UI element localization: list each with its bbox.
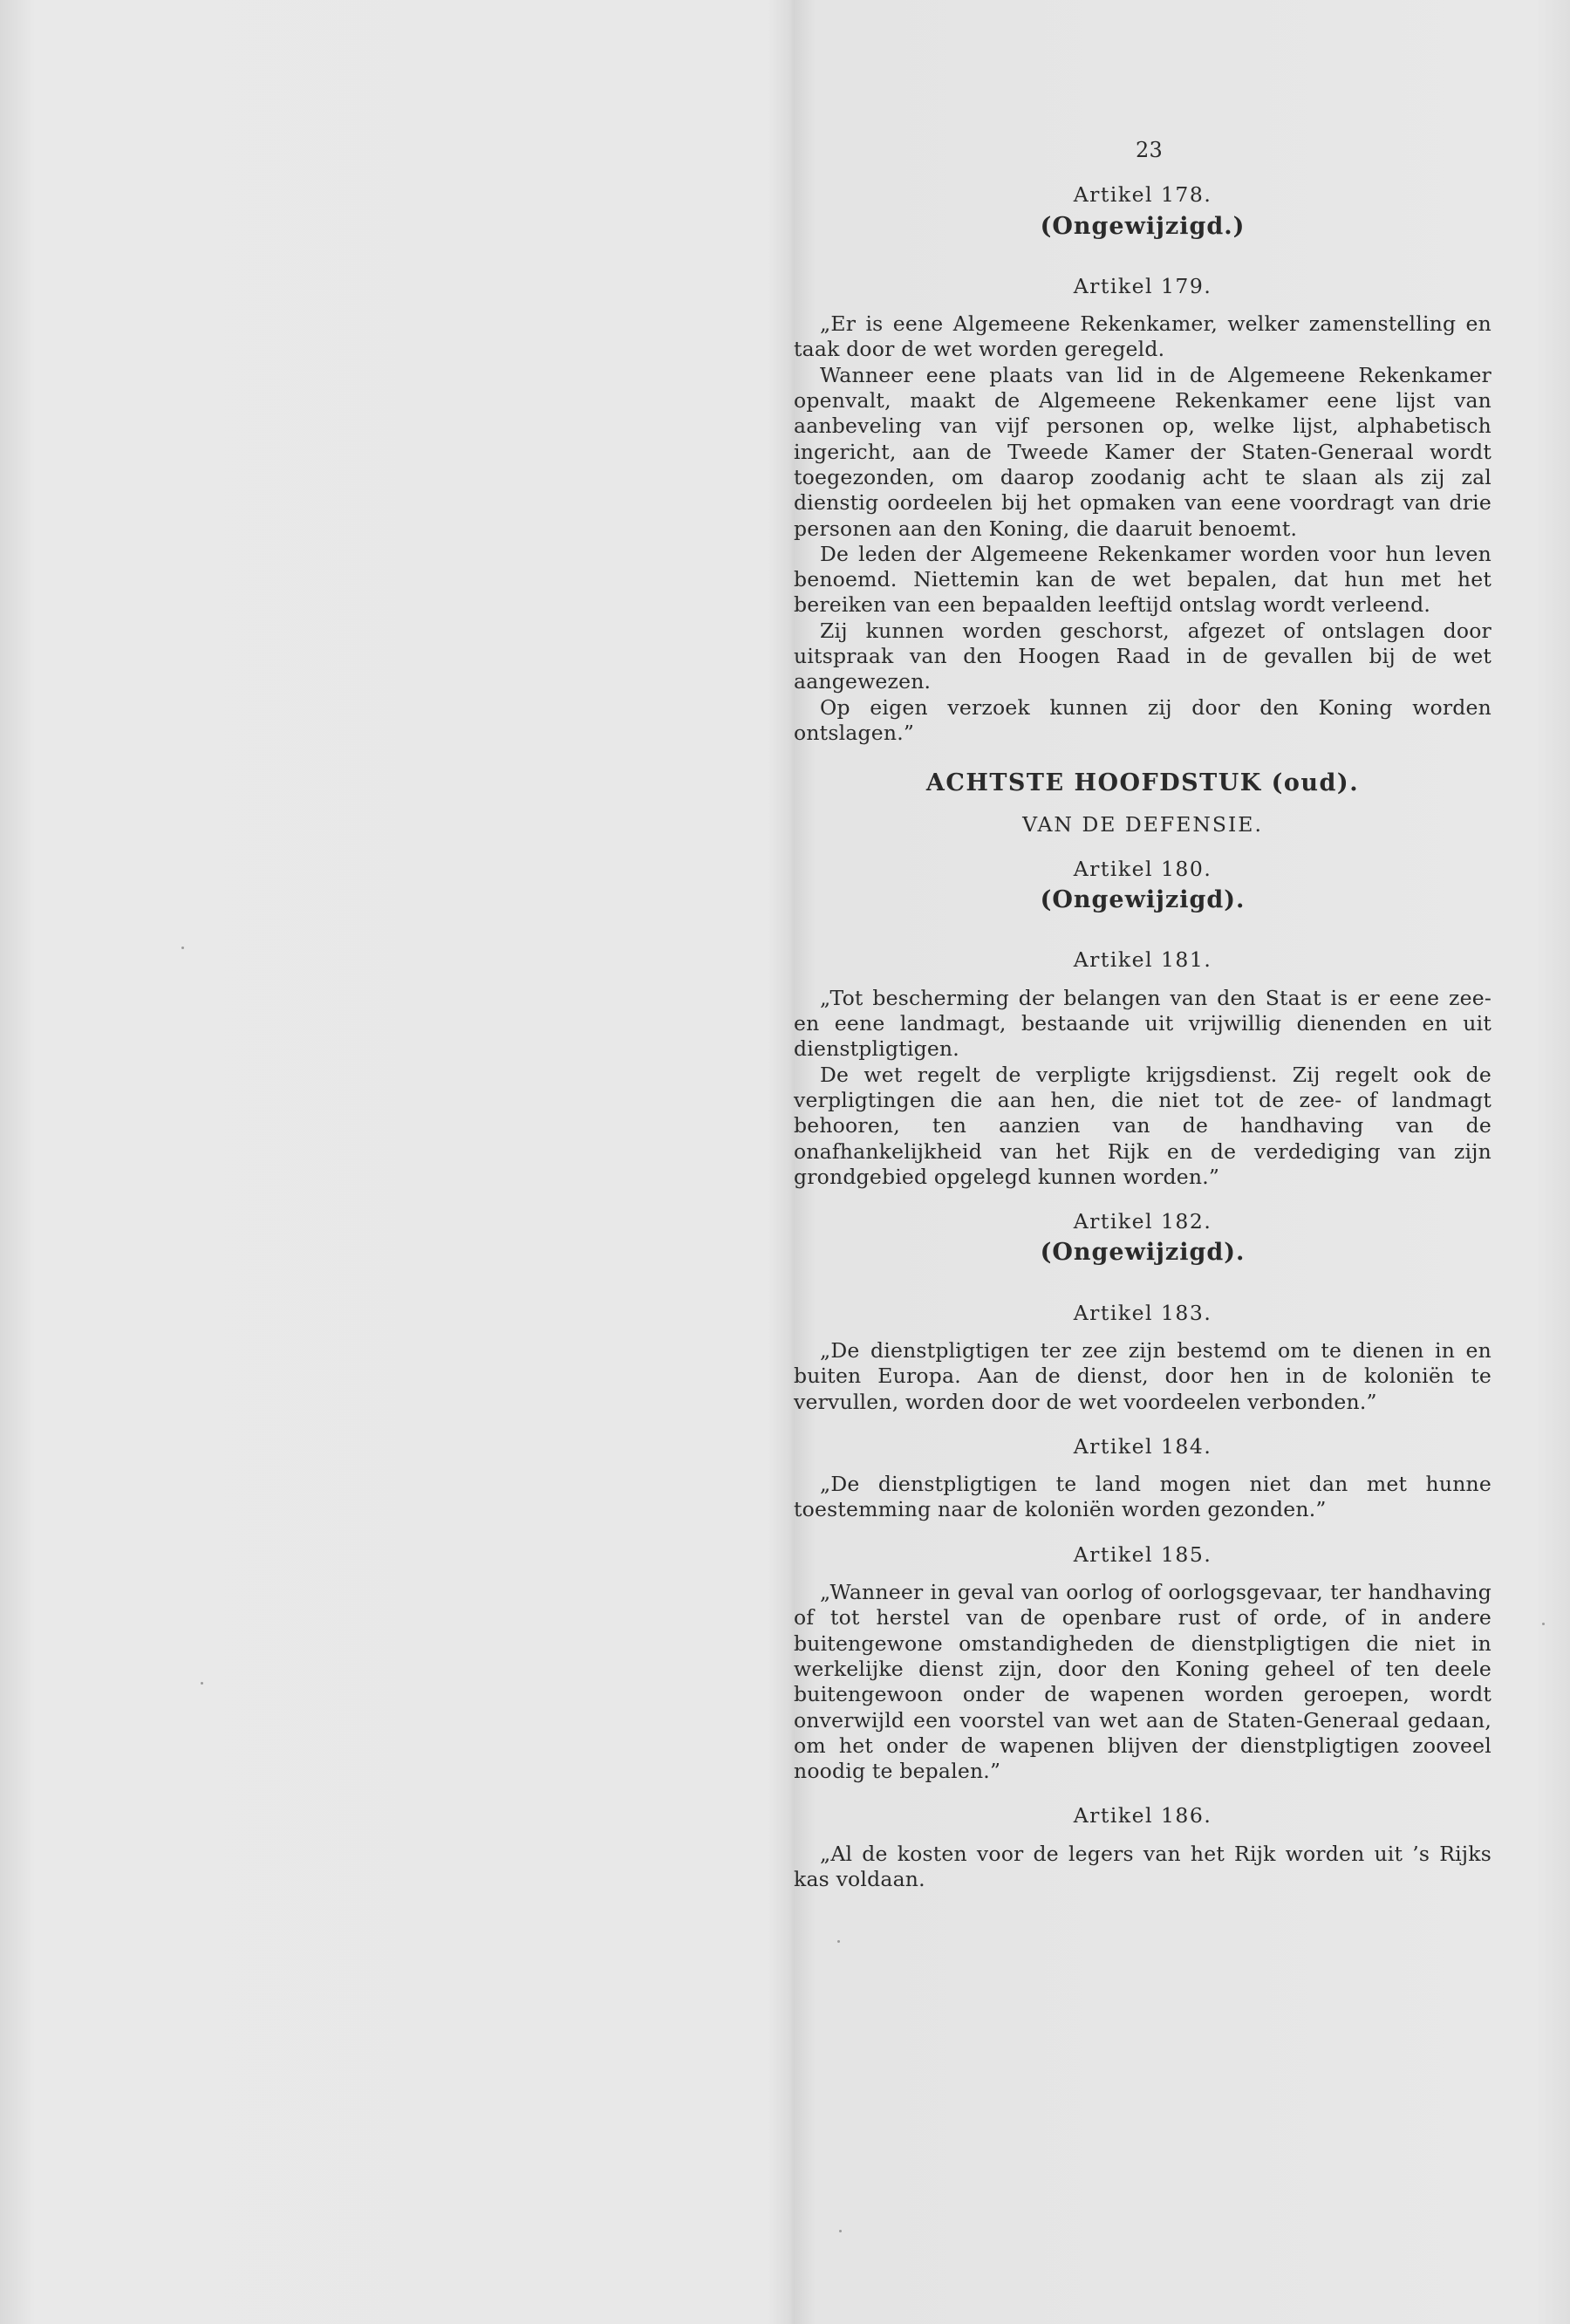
article-title: Artikel 182. — [1073, 1209, 1212, 1234]
article-paragraph: „Al de kosten voor de legers van het Rijk worden uit ’s Rijks kas voldaan. — [794, 1841, 1492, 1892]
article-181 — [794, 947, 1492, 1190]
article-title: Artikel 186. — [1073, 1803, 1212, 1828]
scan-speck — [201, 1682, 203, 1685]
article-paragraph: „Tot bescherming der belangen van den Staat is er eene zee- en eene landmagt, bestaande uit vrijwillig dienenden en uit dienstpligtigen. — [794, 985, 1492, 1062]
scan-speck — [837, 1940, 840, 1943]
article-182 — [794, 1209, 1492, 1266]
article-title: Artikel 178. — [1073, 182, 1212, 208]
article-paragraph: Zij kunnen worden geschorst, afgezet of ontslagen door uitspraak van den Hoogen Raad in de gevallen bij de wet aangewezen. — [794, 618, 1492, 694]
scan-speck — [1542, 1623, 1545, 1625]
unchanged-note: (Ongewijzigd.) — [1040, 212, 1246, 240]
unchanged-note: (Ongewijzigd). — [1040, 1239, 1246, 1267]
article-185 — [794, 1542, 1492, 1785]
article-paragraph: „Wanneer in geval van oorlog of oorlogsgevaar, ter handhaving of tot herstel van de openbare rust of orde, of in andere buitengewone omstandigheden de dienstpligtigen die niet in werkelijke dienst zijn, door den Koning geheel of ten deele buitengewoon onder de wapenen worden geroepen, wordt onverwijld een voorstel van wet aan de Staten-Generaal gedaan, om het onder de wapenen blijven der dienstpligtigen zooveel noodig te bepalen.” — [794, 1580, 1492, 1784]
article-179 — [794, 274, 1492, 746]
scan-speck — [839, 2230, 842, 2232]
article-paragraph: Op eigen verzoek kunnen zij door den Koning worden ontslagen.” — [794, 694, 1492, 745]
article-183 — [794, 1301, 1492, 1415]
article-paragraph: „Er is eene Algemeene Rekenkamer, welker zamenstelling en taak door de wet worden geregeld. — [794, 311, 1492, 362]
article-paragraph: „De dienstpligtigen ter zee zijn bestemd om te dienen in en buiten Europa. Aan de dienst, door hen in de koloniën te vervullen, worden door de wet voordeelen verbonden.” — [794, 1337, 1492, 1414]
chapter-heading — [794, 770, 1492, 837]
article-title: Artikel 179. — [1073, 273, 1212, 298]
text-column — [794, 138, 1492, 1892]
article-180 — [794, 857, 1492, 913]
chapter-title: ACHTSTE HOOFDSTUK (oud). — [925, 769, 1360, 797]
article-paragraph: De leden der Algemeene Rekenkamer worden voor hun leven benoemd. Niettemin kan de wet bepalen, dat hun met het bereiken van een bepaalden leeftijd ontslag wordt verleend. — [794, 541, 1492, 618]
page-number: 23 — [1136, 138, 1163, 162]
unchanged-note: (Ongewijzigd). — [1040, 886, 1246, 914]
article-paragraph: De wet regelt de verpligte krijgsdienst. Zij regelt ook de verpligtingen die aan hen, die niet tot de zee- of landmagt behooren, ten aanzien van de handhaving van de onafhankelijkheid van het Rijk en de verdediging van zijn grondgebied opgelegd kunnen worden.” — [794, 1062, 1492, 1189]
article-title: Artikel 181. — [1073, 947, 1212, 973]
chapter-subtitle: VAN DE DEFENSIE. — [1022, 811, 1263, 837]
article-title: Artikel 180. — [1073, 856, 1212, 881]
article-178 — [794, 182, 1492, 239]
article-paragraph: „De dienstpligtigen te land mogen niet dan met hunne toestemming naar de koloniën worden gezonden.” — [794, 1472, 1492, 1522]
article-paragraph: Wanneer eene plaats van lid in de Algemeene Rekenkamer openvalt, maakt de Algemeene Rekenkamer eene lijst van aanbeveling van vijf personen op, welke lijst, alphabetisch ingericht, aan de Tweede Kamer der Staten-Generaal wordt toegezonden, om daarop zoodanig acht te slaan als zij zal dienstig oordeelen bij het opmaken van eene voordragt van drie personen aan den Koning, die daaruit benoemt. — [794, 362, 1492, 541]
article-title: Artikel 183. — [1073, 1300, 1212, 1325]
article-title: Artikel 185. — [1073, 1541, 1212, 1567]
article-184 — [794, 1434, 1492, 1523]
article-186 — [794, 1803, 1492, 1892]
scan-speck — [181, 947, 184, 949]
article-title: Artikel 184. — [1073, 1433, 1212, 1459]
